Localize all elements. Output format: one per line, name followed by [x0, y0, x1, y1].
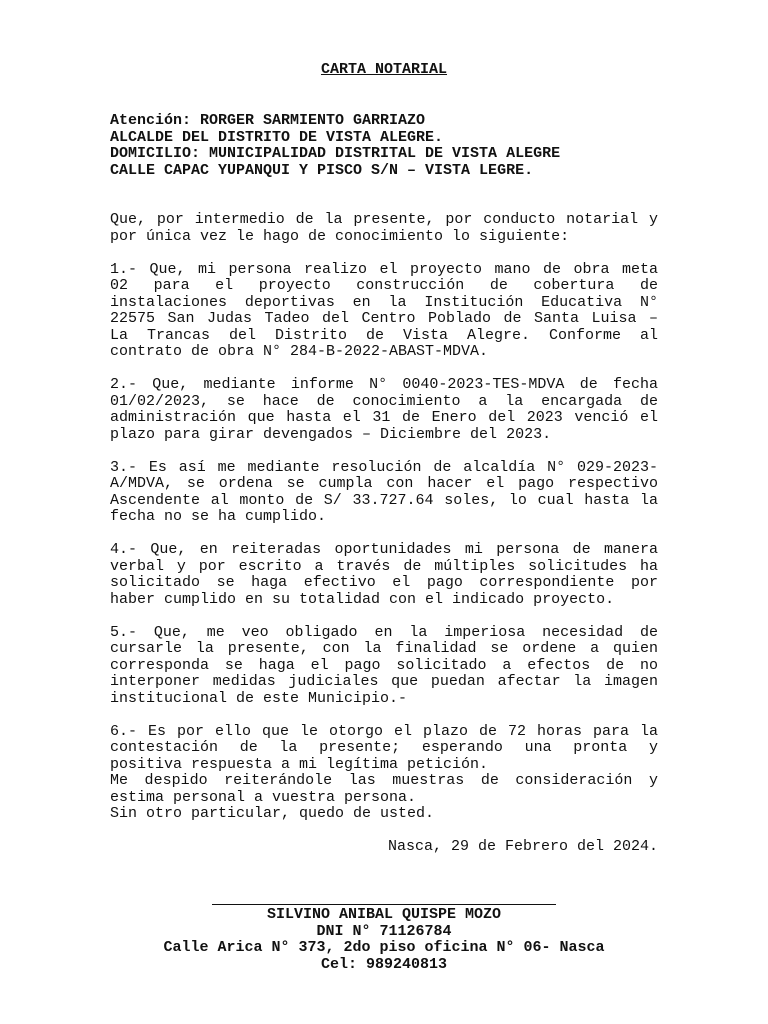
signer-address: Calle Arica N° 373, 2do piso oficina N° 06- Nasca [163, 939, 605, 956]
paragraph-4 [110, 542, 658, 608]
text-line: contrato de obra N° 284-B-2022-ABAST-MDVA. [110, 343, 489, 360]
text-line: 01/02/2023, se hace de conocimiento a la encargada de [110, 392, 658, 410]
text-line: 2.- Que, mediante informe N° 0040-2023-TES-MDVA de fecha [110, 376, 658, 393]
text-line: Que, por intermedio de la presente, por conducto notarial y [110, 211, 658, 228]
text-line: La Trancas del Distrito de Vista Alegre. Conforme al [110, 326, 658, 344]
paragraph-farewell [110, 773, 658, 806]
text-line: instalaciones deportivas en la Institución Educativa N° [110, 293, 658, 311]
text-line: positiva respuesta a mi legítima petición. [110, 755, 489, 773]
text-line: 02 para el proyecto construcción de cobertura de [110, 277, 658, 294]
text-line: cursarle la presente, con la finalidad se ordene a quien [110, 640, 658, 657]
signer-name: SILVINO ANIBAL QUISPE MOZO [266, 906, 502, 923]
text-line: por única vez le hago de conocimiento lo siguiente: [110, 227, 570, 245]
document-title: CARTA NOTARIAL [320, 61, 448, 78]
addressee-block [110, 113, 670, 179]
paragraph-2 [110, 377, 658, 443]
text-line: estima personal a vuestra persona. [110, 788, 417, 806]
paragraph-1 [110, 262, 658, 361]
addressee-line: ALCALDE DEL DISTRITO DE VISTA ALEGRE. [110, 128, 444, 146]
paragraph-3 [110, 460, 658, 526]
text-line: Ascendente al monto de S/ 33.727.64 soles, lo cual hasta la [110, 491, 658, 509]
signature-line [212, 904, 556, 905]
date-line: Nasca, 29 de Febrero del 2024. [387, 838, 658, 855]
text-line: institucional de este Municipio.- [110, 689, 408, 707]
text-line: Sin otro particular, quedo de usted. [110, 805, 435, 822]
text-line: contestación de la presente; esperando una pronta y [110, 739, 658, 756]
letter-body [110, 212, 658, 856]
text-line: A/MDVA, se ordena se cumpla con hacer el pago respectivo [110, 475, 658, 492]
text-line: 1.- Que, mi persona realizo el proyecto mano de obra meta [110, 260, 658, 278]
text-line: fecha no se ha cumplido. [110, 508, 327, 525]
text-line: corresponda se haga el pago solicitado a efectos de no [110, 656, 658, 674]
text-line: Me despido reiterándole las muestras de consideración y [110, 772, 658, 789]
text-line: 5.- Que, me veo obligado en la imperiosa necesidad de [110, 623, 658, 641]
text-line: 4.- Que, en reiteradas oportunidades mi persona de manera [110, 541, 658, 558]
text-line: verbal y por escrito a través de múltiples solicitudes ha [110, 557, 658, 575]
text-line: 3.- Es así me mediante resolución de alcaldía N° 029-2023- [110, 458, 658, 476]
signer-phone: Cel: 989240813 [320, 955, 448, 973]
addressee-line: Atención: RORGER SARMIENTO GARRIAZO [110, 112, 426, 129]
text-line: haber cumplido en su totalidad con el indicado proyecto. [110, 590, 615, 608]
paragraph-closing [110, 806, 658, 823]
text-line: administración que hasta el 31 de Enero del 2023 venció el [110, 409, 658, 426]
text-line: interponer medidas judiciales que puedan afectar la imagen [110, 673, 658, 690]
signature-block [0, 907, 768, 973]
signer-dni: DNI N° 71126784 [316, 922, 452, 940]
text-line: solicitado se haga efectivo el pago correspondiente por [110, 574, 658, 591]
addressee-line: DOMICILIO: MUNICIPALIDAD DISTRITAL DE VISTA ALEGRE [110, 145, 561, 162]
text-line: plazo para girar devengados – Diciembre del 2023. [110, 425, 552, 443]
paragraph-6 [110, 724, 658, 774]
paragraph-5 [110, 625, 658, 708]
addressee-line: CALLE CAPAC YUPANQUI Y PISCO S/N – VISTA LEGRE. [110, 161, 534, 179]
text-line: 6.- Es por ello que le otorgo el plazo de 72 horas para la [110, 722, 658, 740]
text-line: 22575 San Judas Tadeo del Centro Poblado de Santa Luisa – [110, 310, 658, 327]
paragraph-intro [110, 212, 658, 245]
